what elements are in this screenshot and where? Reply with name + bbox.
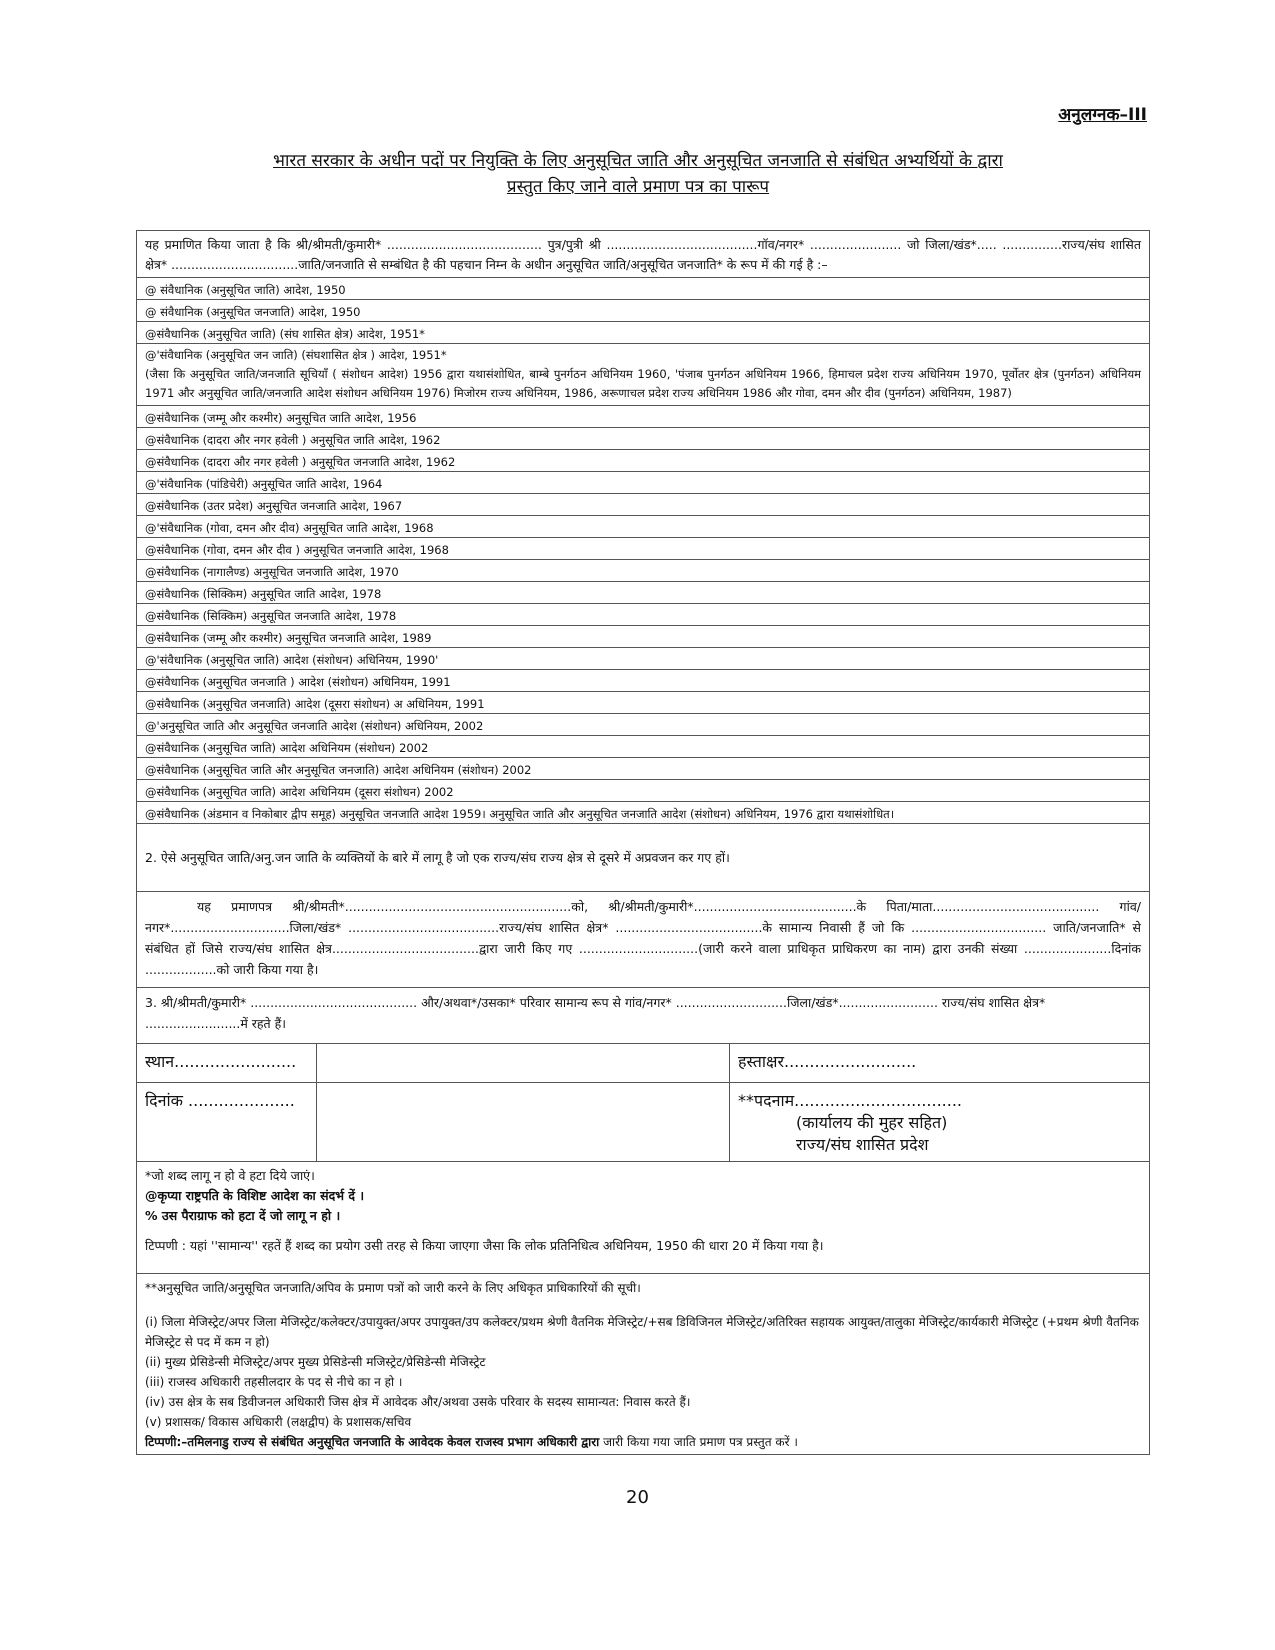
order-item: @संवैधानिक (अनुसूचित जनजाति) आदेश (दूसरा संशोधन) अ अधिनियम, 1991 (137, 692, 1149, 714)
order-item: @'अनुसूचित जाति और अनुसूचित जनजाति आदेश (संशोधन) अधिनियम, 2002 (137, 714, 1149, 736)
order-item: @संवैधानिक (जम्मू और कश्मीर) अनुसूचित जाति आदेश, 1956 (137, 406, 1149, 428)
order-item: @'संवैधानिक (अनुसूचित जाति) आदेश (संशोधन) अधिनियम, 1990' (137, 648, 1149, 670)
order-item: @संवैधानिक (उतर प्रदेश) अनुसूचित जनजाति आदेश, 1967 (137, 494, 1149, 516)
final-note-prefix: टिप्पणी:–तमिलनाडु राज्य से संबंधित अनुसूचित जनजाति के आवेदक (145, 1435, 448, 1449)
order-item: @संवैधानिक (अनुसूचित जनजाति ) आदेश (संशोधन) अधिनियम, 1991 (137, 670, 1149, 692)
title-line-2: प्रस्तुत किए जाने वाले प्रमाण पत्र का पारूप (506, 177, 770, 197)
authority-item: (iii) राजस्व अधिकारी तहसीलदार के पद से नीचे का न हो । (145, 1375, 403, 1389)
order-item: @संवैधानिक (अनुसूचित जाति) आदेश अधिनियम (संशोधन) 2002 (137, 736, 1149, 758)
designation-field: **पदनाम................................. (738, 1091, 963, 1110)
order-item-long (137, 344, 1149, 406)
order-item: @'संवैधानिक (पांडिचेरी) अनुसूचित जाति आदेश, 1964 (137, 472, 1149, 494)
order-item: @ संवैधानिक (अनुसूचित जनजाति) आदेश, 1950 (137, 300, 1149, 322)
place-field: स्थान........................ (137, 1044, 317, 1082)
order-item: @ संवैधानिक (अनुसूचित जाति) आदेश, 1950 (137, 278, 1149, 300)
certificate-form (136, 230, 1150, 1455)
footnote-president: @कृप्या राष्ट्रपति के विशिष्ट आदेश का संदर्भ दें । (145, 1188, 365, 1203)
authorities-heading: **अनुसूचित जाति/अनुसूचित जनजाति/अपिव के प्रमाण पत्रों को जारी करने के लिए अधिकृत प्राधिकारियों की सूची। (145, 1281, 641, 1295)
footnotes (137, 1162, 1149, 1274)
order-item: @संवैधानिक (दादरा और नगर हवेली ) अनुसूचित जनजाति आदेश, 1962 (137, 450, 1149, 472)
date-field: दिनांक ..................... (137, 1083, 317, 1161)
order-item: @संवैधानिक (अनुसूचित जाति और अनुसूचित जनजाति) आदेश अधिनियम (संशोधन) 2002 (137, 758, 1149, 780)
footnote-paragraph: % उस पैराग्राफ को हटा दें जो लागू न हो । (145, 1208, 341, 1223)
section-2-text: यह प्रमाणपत्र श्री/श्रीमती*.........................................................को, श्री/श्रीमती/कुमारी*.........................................के पिता/माता.......................................... गांव/नगर*..............................जिला/खंड* ......................................राज्य/संघ शासित क्षेत्र* .....................................के सामान्य निवासी हैं जो कि .................................. जाति/जनजाति* से संबंधित हों जिसे राज्य/संघ शासित क्षेत्र.....................................द्वारा जारी किए गए ..............................(जारी करने वाला प्राधिकृत प्राधिकरण का नाम) द्वारा उनकी संख्या ......................दिनांक ..................को जारी किया गया है। (145, 899, 1141, 977)
document-title (138, 148, 1138, 200)
authority-item: (iv) उस क्षेत्र के सब डिवीजनल अधिकारी जिस क्षेत्र में आवेदक और/अथवा उसके परिवार के सदस्य सामान्यत: निवास करते हैं। (145, 1395, 691, 1409)
title-line-1: भारत सरकार के अधीन पदों पर नियुक्ति के लिए अनुसूचित जाति और अनुसूचित जनजाति से संबंधित अभ्यर्थियों के द्वारा (273, 151, 1003, 171)
authority-item: (i) जिला मेजिस्ट्रेट/अपर जिला मेजिस्ट्रेट/कलेक्टर/उपायुक्त/अपर उपायुक्त/उप कलेक्टर/प्रथम श्रेणी वैतनिक मेजिस्ट्रेट/+सब डिविजिनल मेजिस्ट्रेट/अतिरिक्त सहायक आयुक्त/तालुका मेजिस्ट्रेट/कार्यकारी मेजिस्ट्रेट (+प्रथम श्रेणी वैतनिक मेजिस्ट्रेट से पद में कम न हो) (145, 1315, 1139, 1349)
section-2-body (137, 892, 1149, 988)
order-item: @संवैधानिक (दादरा और नगर हवेली ) अनुसूचित जाति आदेश, 1962 (137, 428, 1149, 450)
final-note (145, 1432, 1141, 1452)
signature-row-1 (137, 1044, 1149, 1083)
order-long-head: @'संवैधानिक (अनुसूचित जन जाति) (संघशासित क्षेत्र ) आदेश, 1951* (145, 348, 447, 362)
authority-item: (ii) मुख्य प्रेसिडेन्सी मेजिस्ट्रेट/अपर मुख्य प्रेसिडेन्सी मजिस्ट्रेट/प्रेसिडेन्सी मेजिस्ट्रेट (145, 1355, 486, 1369)
certificate-intro: यह प्रमाणित किया जाता है कि श्री/श्रीमती/कुमारी* ....................................... पुत्र/पुत्री श्री ......................................गॉव/नगर* ....................... जो जिला/खंड*..... ...............राज्य/संघ शासित क्षेत्र* ................................जाति/जनजाति से सम्बंधित है की पहचान निम्न के अधीन अनुसूचित जाति/अनुसूचित जनजाति* के रूप में की गई है :– (137, 231, 1149, 278)
order-item: @संवैधानिक (जम्मू और कश्मीर) अनुसूचित जनजाति आदेश, 1989 (137, 626, 1149, 648)
footnote-strike: *जो शब्द लागू न हो वे हटा दिये जाएं। (145, 1168, 315, 1183)
order-item: @संवैधानिक (सिक्किम) अनुसूचित जाति आदेश, 1978 (137, 582, 1149, 604)
signature-field: हस्ताक्षर.......................... (738, 1052, 917, 1071)
state-ut-label: राज्य/संघ शासित प्रदेश (796, 1135, 929, 1154)
page-number: 20 (626, 1487, 649, 1508)
annexure-label: अनुलग्नक–III (1058, 105, 1147, 125)
section-3: 3. श्री/श्रीमती/कुमारी* .......................................... और/अथवा*/उसका* परिवार सामान्य रूप से गांव/नगर* ............................जिला/खंड*......................... राज्य/संघ शासित क्षेत्र* ........................में रहते हैं। (137, 988, 1149, 1044)
order-item: @संवैधानिक (गोवा, दमन और दीव ) अनुसूचित जनजाति आदेश, 1968 (137, 538, 1149, 560)
final-note-bold: केवल राजस्व प्रभाग अधिकारी द्वारा (447, 1435, 600, 1449)
authorities-list (137, 1274, 1149, 1454)
order-item: @'संवैधानिक (गोवा, दमन और दीव) अनुसूचित जाति आदेश, 1968 (137, 516, 1149, 538)
blank-cell (317, 1044, 730, 1082)
designation-block (730, 1083, 1149, 1161)
final-note-suffix: जारी किया गया जाति प्रमाण पत्र प्रस्तुत करें । (599, 1435, 798, 1449)
blank-cell (317, 1083, 730, 1161)
signature-row-2 (137, 1083, 1149, 1162)
section-2-heading: 2. ऐसे अनुसूचित जाति/अनु.जन जाति के व्यक्तियों के बारे में लागू है जो एक राज्य/संघ राज्य क्षेत्र से दूसरे में अप्रवजन कर गए हों। (137, 824, 1149, 892)
order-item: @संवैधानिक (अनुसूचित जाति) आदेश अधिनियम (दूसरा संशोधन) 2002 (137, 780, 1149, 802)
office-seal-label: (कार्यालय की मुहर सहित) (796, 1113, 948, 1132)
footnote-note: टिप्पणी : यहां ''सामान्य'' रहतें हैं शब्द का प्रयोग उसी तरह से किया जाएगा जैसा कि लोक प्रतिनिधित्व अधिनियम, 1950 की धारा 20 में किया गया है। (145, 1238, 824, 1253)
authority-item: (v) प्रशासक/ विकास अधिकारी (लक्षद्वीप) के प्रशासक/सचिव (145, 1415, 412, 1429)
order-item: @संवैधानिक (अंडमान व निकोबार द्वीप समूह) अनुसूचित जनजाति आदेश 1959। अनुसूचित जाति और अनुसूचित जनजाति आदेश (संशोधन) अधिनियम, 1976 द्वारा यथासंशोधित। (137, 802, 1149, 824)
order-item: @संवैधानिक (अनुसूचित जाति) (संघ शासित क्षेत्र) आदेश, 1951* (137, 322, 1149, 344)
order-item: @संवैधानिक (नागालैण्ड) अनुसूचित जनजाति आदेश, 1970 (137, 560, 1149, 582)
order-item: @संवैधानिक (सिक्किम) अनुसूचित जनजाति आदेश, 1978 (137, 604, 1149, 626)
order-long-note: (जैसा कि अनुसूचित जाति/जनजाति सूचियॉं ( संशोधन आदेश) 1956 द्वारा यथासंशोधित, बाम्बे पुनर्गठन अधिनियम 1960, 'पंजाब पुनर्गठन अधिनियम 1966, हिमाचल प्रदेश राज्य अधिनियम 1970, पूर्वोतर क्षेत्र (पुनर्गठन) अधिनियम 1971 और अनुसूचित जाति/जनजाति आदेश संशोधन अधिनियम 1976) मिजोरम राज्य अधिनियम, 1986, अरूणाचल प्रदेश राज्य अधिनियम 1986 और गोवा, दमन और दीव (पुनर्गठन) अधिनियम, 1987) (145, 367, 1141, 400)
